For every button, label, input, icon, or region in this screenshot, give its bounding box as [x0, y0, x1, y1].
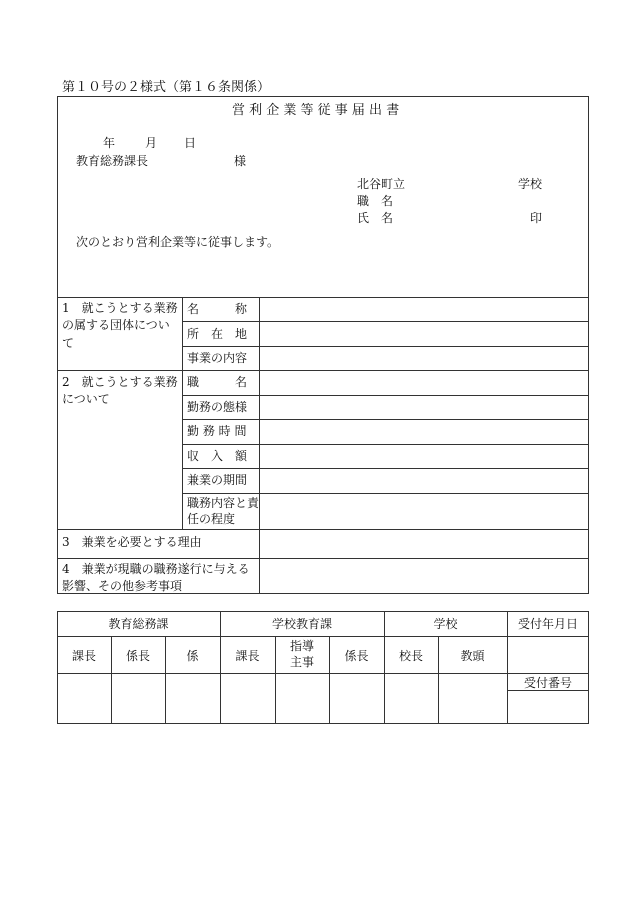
- col-line: [182, 297, 183, 529]
- col-subsection-chief-2: 係長: [344, 649, 369, 663]
- approval-line: [57, 636, 589, 637]
- approval-line: [57, 673, 589, 674]
- receipt-number: 受付番号: [523, 676, 572, 690]
- col-supervisor: 指導主事: [289, 639, 314, 670]
- date-year: 年: [103, 136, 116, 150]
- row-line: [182, 419, 589, 420]
- field-income: 収 入 額: [187, 449, 248, 463]
- row-line: [57, 558, 589, 559]
- date-day: 日: [184, 136, 197, 150]
- school-prefix: 北谷町立: [357, 177, 406, 191]
- col-principal: 校長: [398, 649, 423, 663]
- row-line: [182, 493, 589, 494]
- field-work-style: 勤務の態様: [187, 400, 248, 414]
- header-divider: [57, 297, 589, 298]
- section-4-label: 4 兼業が現職の職務遂行に与える影響、その他参考事項: [62, 562, 250, 594]
- field-address: 所 在 地: [187, 327, 248, 341]
- field-duties: 職務内容と責任の程度: [187, 496, 260, 526]
- field-name: 名 称: [187, 302, 248, 316]
- group-school-education: 学校教育課: [271, 617, 332, 631]
- row-line: [182, 321, 589, 322]
- approval-col: [275, 636, 276, 724]
- field-business: 事業の内容: [187, 351, 248, 365]
- statement: 次のとおり営利企業等に従事します。: [76, 235, 280, 249]
- col-staff: 係: [186, 649, 199, 663]
- position-label: 職 名: [357, 194, 394, 208]
- section-1-label: 1 就こうとする業務の属する団体について: [62, 301, 178, 350]
- col-vice-principal: 教頭: [460, 649, 485, 663]
- group-received-date: 受付年月日: [517, 617, 578, 631]
- section-3-label: 3 兼業を必要とする理由: [62, 535, 202, 549]
- honorific: 様: [234, 154, 247, 168]
- addressee: 教育総務課長: [76, 154, 149, 168]
- row-line: [182, 346, 589, 347]
- row-line: [182, 468, 589, 469]
- form-number: 第１０号の２様式（第１６条関係）: [62, 80, 271, 95]
- field-period: 兼業の期間: [187, 473, 248, 487]
- row-line: [57, 529, 589, 530]
- col-section-chief-2: 課長: [235, 649, 260, 663]
- col-subsection-chief-1: 係長: [125, 649, 150, 663]
- section-2-label: 2 就こうとする業務について: [62, 375, 178, 407]
- group-general-affairs: 教育総務課: [108, 617, 169, 631]
- row-line: [182, 395, 589, 396]
- col-section-chief-1: 課長: [71, 649, 96, 663]
- form-title: 営 利 企 業 等 従 事 届 出 書: [232, 103, 400, 118]
- seal-mark: 印: [530, 211, 543, 225]
- field-work-hours: 勤 務 時 間: [187, 424, 247, 438]
- row-line: [182, 444, 589, 445]
- date-month: 月: [145, 136, 158, 150]
- school-suffix: 学校: [518, 177, 543, 191]
- group-school: 学校: [433, 617, 458, 631]
- row-line: [57, 370, 589, 371]
- field-job-title: 職 名: [187, 375, 248, 389]
- name-label: 氏 名: [357, 211, 394, 225]
- col-line: [259, 297, 260, 594]
